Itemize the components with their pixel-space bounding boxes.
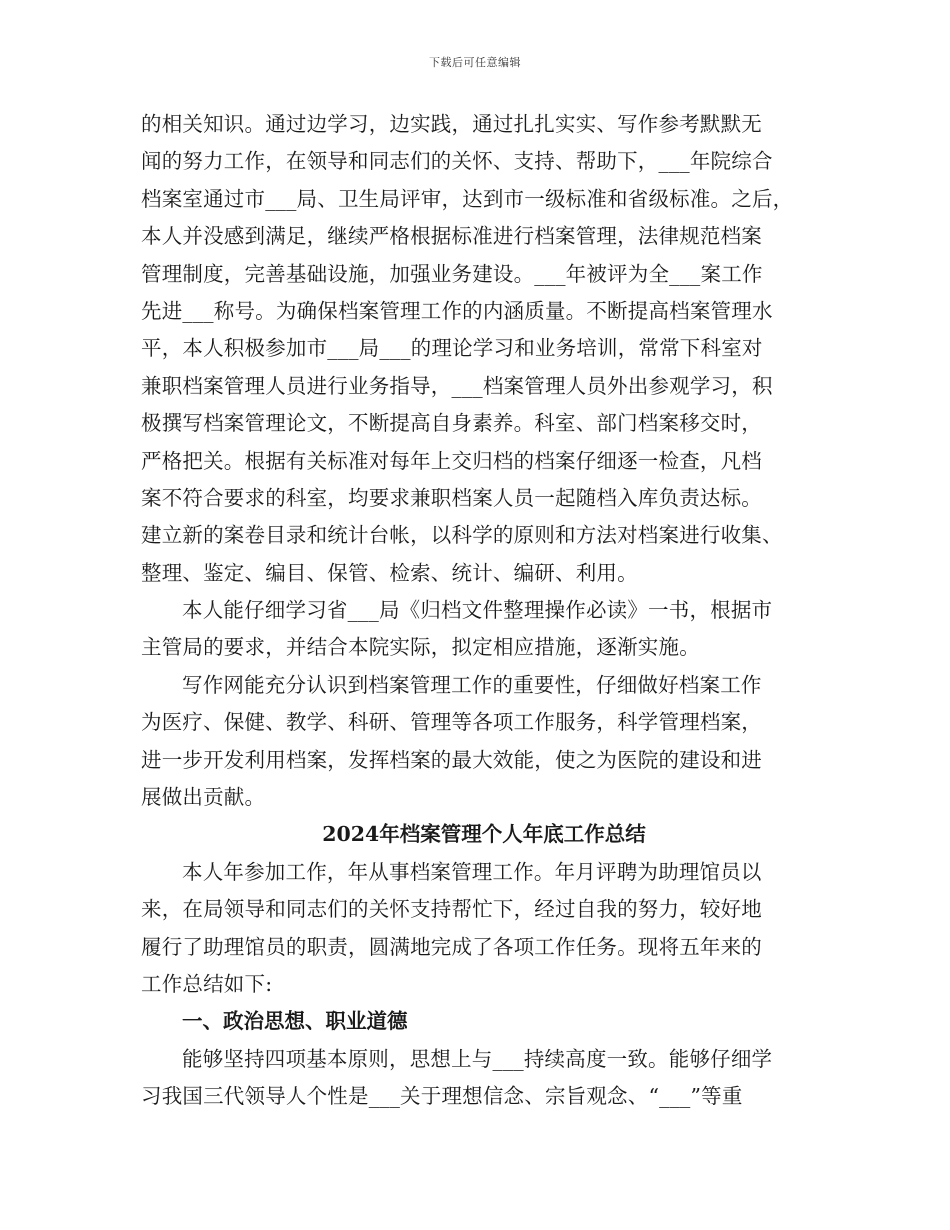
text-line: 工作总结如下:: [141, 972, 273, 996]
text-line: 先进___称号。为确保档案管理工作的内涵质量。不断提高档案管理水: [141, 298, 773, 323]
text-line: 主管局的要求，并结合本院实际，拟定相应措施，逐渐实施。: [141, 635, 700, 660]
text-line: 写作网能充分认识到档案管理工作的重要性，仔细做好档案工作: [182, 672, 762, 697]
section-heading: 一、政治思想、职业道德: [182, 1009, 408, 1034]
text-line: 整理、鉴定、编目、保管、检索、统计、编研、利用。: [141, 560, 638, 585]
text-line: 能够坚持四项基本原则，思想上与___持续高度一致。能够仔细学: [182, 1046, 773, 1071]
text-line: 来，在局领导和同志们的关怀支持帮忙下，经过自我的努力，较好地: [141, 897, 762, 922]
paragraph-politics: [141, 1041, 827, 1116]
text-line: 案不符合要求的科室，均要求兼职档案人员一起随档入库负责达标。: [141, 485, 762, 510]
text-line: 的相关知识。通过边学习，边实践，通过扎扎实实、写作参考默默无: [141, 112, 762, 136]
text-line: 建立新的案卷目录和统计台帐，以科学的原则和方法对档案进行收集、: [141, 523, 783, 548]
text-line: 管理制度，完善基础设施，加强业务建设。___年被评为全___案工作: [141, 261, 763, 286]
document-title: 2024年档案管理个人年底工作总结: [322, 822, 646, 847]
text-line: 严格把关。根据有关标准对每年上交归档的档案仔细逐一检查，凡档: [141, 448, 762, 473]
paragraph-study: [141, 592, 827, 667]
text-line: 进一步开发利用档案，发挥档案的最大效能，使之为医院的建设和进: [141, 747, 762, 772]
text-line: 履行了助理馆员的职责，圆满地完成了各项工作任务。现将五年来的: [141, 934, 762, 959]
paragraph-service: [141, 667, 827, 817]
text-line: 档案室通过市___局、卫生局评审，达到市一级标准和省级标准。之后，: [141, 186, 794, 211]
page-header-note: 下载后可任意编辑: [429, 56, 521, 69]
text-line: 本人年参加工作，年从事档案管理工作。年月评聘为助理馆员以: [182, 859, 762, 884]
text-line: 极撰写档案管理论文，不断提高自身素养。科室、部门档案移交时，: [141, 411, 762, 436]
text-line: 闻的努力工作，在领导和同志们的关怀、支持、帮助下，___年院综合: [141, 149, 773, 174]
text-line: 本人并没感到满足，继续严格根据标准进行档案管理，法律规范档案: [141, 224, 762, 249]
paragraph-intro: [141, 854, 827, 1004]
paragraph-archive-work: [141, 106, 827, 592]
document-body: [141, 106, 827, 1116]
text-line: 兼职档案管理人员进行业务指导，___档案管理人员外出参观学习，积: [141, 373, 773, 398]
text-line: 为医疗、保健、教学、科研、管理等各项工作服务，科学管理档案，: [141, 710, 762, 735]
text-line: 展做出贡献。: [141, 785, 266, 810]
text-line: 习我国三代领导人个性是___关于理想信念、宗旨观念、“___”等重: [141, 1084, 743, 1109]
text-line: 平，本人积极参加市___局___的理论学习和业务培训，常常下科室对: [141, 336, 763, 361]
text-line: 本人能仔细学习省___局《归档文件整理操作必读》一书，根据市: [182, 598, 773, 623]
